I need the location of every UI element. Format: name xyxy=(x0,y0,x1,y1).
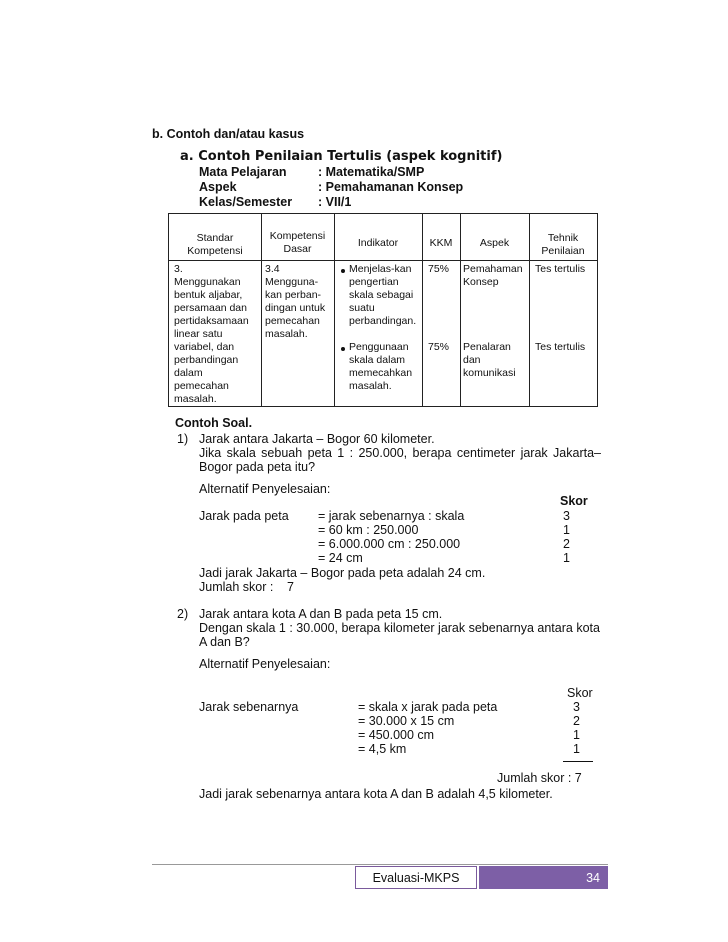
meta-label-aspek: Aspek xyxy=(199,180,237,194)
header-aspek: Aspek xyxy=(479,237,510,249)
soal2-step-1: = skala x jarak pada peta xyxy=(358,700,498,714)
soal2-step-4: = 4,5 km xyxy=(358,742,407,756)
soal1-step-1: = jarak sebenarnya : skala xyxy=(318,509,465,523)
soal2-alt: Alternatif Penyelesaian: xyxy=(199,657,331,671)
soal1-line-1: Jarak antara Jakarta – Bogor 60 kilometer. xyxy=(199,432,435,446)
bullet-icon xyxy=(341,269,345,273)
footer-divider xyxy=(152,864,608,865)
soal1-line-2: Jika skala sebuah peta 1 : 250.000, berapa centimeter jarak Jakarta– xyxy=(199,446,601,460)
footer-page-box xyxy=(479,866,608,889)
meta-value-aspek: : Pemahamanan Konsep xyxy=(318,180,464,194)
footer-title: Evaluasi-MKPS xyxy=(372,871,460,885)
header-kkm: KKM xyxy=(429,237,453,249)
contoh-soal-title: Contoh Soal. xyxy=(175,416,253,430)
teknik-2: Tes tertulis xyxy=(535,341,586,353)
soal2-number: 2) xyxy=(177,607,189,621)
soal1-label: Jarak pada peta xyxy=(199,509,289,523)
meta-label-mapel: Mata Pelajaran xyxy=(199,165,287,179)
soal1-step-2: = 60 km : 250.000 xyxy=(318,523,419,537)
soal2-jumlah: Jumlah skor : 7 xyxy=(497,771,582,785)
soal2-step-2: = 30.000 x 15 cm xyxy=(358,714,455,728)
teknik-1: Tes tertulis xyxy=(535,263,586,275)
soal1-skor-header: Skor xyxy=(560,494,588,508)
header-standar: Standar Kompetensi xyxy=(187,232,243,257)
aspek-2: Penalaran dan komunikasi xyxy=(463,341,516,379)
soal2-step-3: = 450.000 cm xyxy=(358,728,435,742)
indikator-1: Menjelas-kan pengertian skala sebagai suatu perbandingan. xyxy=(349,263,417,327)
kkm-2: 75% xyxy=(428,341,450,353)
soal1-jumlah-label: Jumlah skor : xyxy=(199,580,274,594)
soal2-label: Jarak sebenarnya xyxy=(199,700,299,714)
header-teknik: Tehnik Penilaian xyxy=(541,232,585,257)
soal2-line-1: Jarak antara kota A dan B pada peta 15 cm. xyxy=(199,607,443,621)
soal1-conclusion: Jadi jarak Jakarta – Bogor pada peta adalah 24 cm. xyxy=(199,566,486,580)
soal1-step-4: = 24 cm xyxy=(318,551,363,565)
indikator-2: Penggunaan skala dalam memecahkan masalah. xyxy=(349,341,413,392)
soal1-number: 1) xyxy=(177,432,189,446)
soal1-jumlah-value: 7 xyxy=(287,580,294,594)
standar-kompetensi-text: 3. Menggunakan bentuk aljabar, persamaan dan pertidaksamaan linear satu variabel, dan perbandingan dalam pemecahan masalah. xyxy=(174,263,249,405)
soal1-step-3: = 6.000.000 cm : 250.000 xyxy=(318,537,461,551)
soal2-skor-2: 2 xyxy=(573,714,580,728)
soal2-line-2: Dengan skala 1 : 30.000, berapa kilometer jarak sebenarnya antara kota xyxy=(199,621,600,635)
soal1-skor-2: 1 xyxy=(563,523,570,537)
kompetensi-dasar-text: 3.4 Mengguna- kan perban- dingan untuk pemecahan masalah. xyxy=(265,263,326,340)
soal1-skor-3: 2 xyxy=(563,537,570,551)
soal2-skor-3: 1 xyxy=(573,728,580,742)
soal1-skor-4: 1 xyxy=(563,551,570,565)
aspek-1: Pemahaman Konsep xyxy=(463,263,523,288)
meta-value-kelas: : VII/1 xyxy=(318,195,352,209)
header-kompetensi-dasar: Kompetensi Dasar xyxy=(269,230,326,255)
skor-total-divider xyxy=(563,761,593,762)
soal2-skor-header: Skor xyxy=(567,686,593,700)
kkm-1: 75% xyxy=(428,263,450,275)
soal2-line-3: A dan B? xyxy=(199,635,250,649)
soal1-alt: Alternatif Penyelesaian: xyxy=(199,482,331,496)
soal2-conclusion: Jadi jarak sebenarnya antara kota A dan B adalah 4,5 kilometer. xyxy=(199,787,553,801)
section-heading-a: a. Contoh Penilaian Tertulis (aspek kognitif) xyxy=(180,149,503,164)
section-heading-b: b. Contoh dan/atau kasus xyxy=(152,127,305,141)
page-number: 34 xyxy=(586,871,600,885)
footer-title-box xyxy=(355,866,477,889)
header-indikator: Indikator xyxy=(357,237,399,249)
bullet-icon xyxy=(341,347,345,351)
soal1-line-3: Bogor pada peta itu? xyxy=(199,460,316,474)
soal2-skor-4: 1 xyxy=(573,742,580,756)
meta-value-mapel: : Matematika/SMP xyxy=(318,165,425,179)
meta-label-kelas: Kelas/Semester xyxy=(199,195,293,209)
assessment-table xyxy=(168,213,598,407)
soal1-skor-1: 3 xyxy=(563,509,570,523)
soal2-skor-1: 3 xyxy=(573,700,580,714)
